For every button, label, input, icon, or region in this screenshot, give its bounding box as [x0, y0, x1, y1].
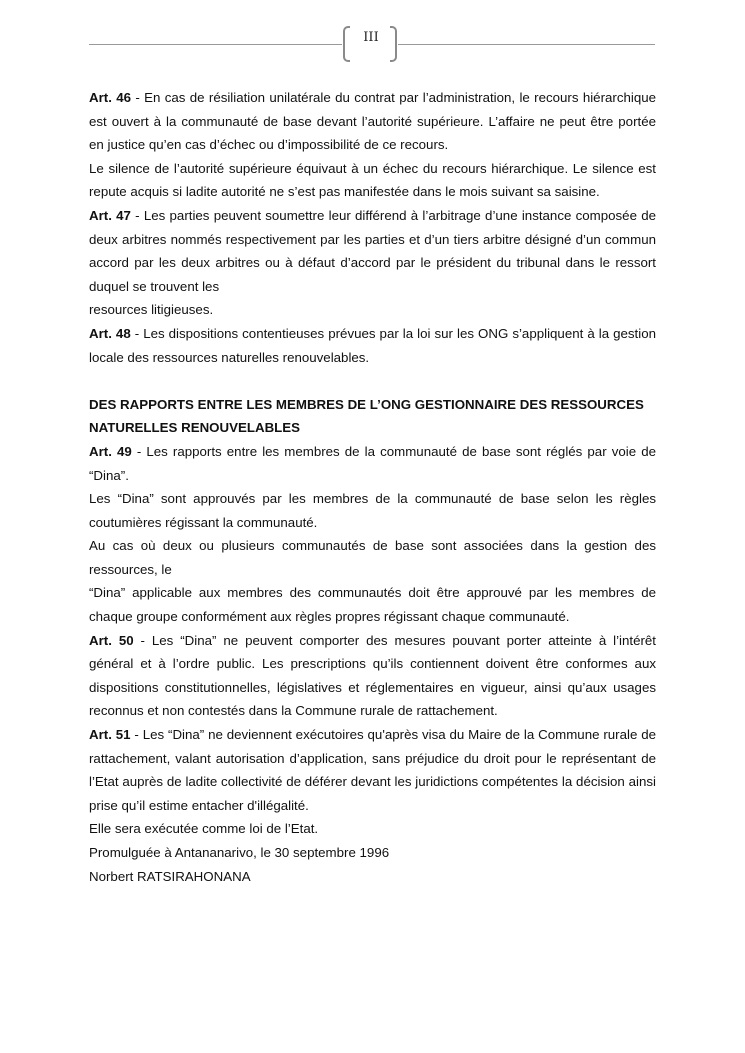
article-46-paragraph-2: Le silence de l’autorité supérieure équivaut à un échec du recours hiérarchique. Le silence est repute acquis si ladite autorité ne s’est pas manifestée dans le mois suivant sa saisine. [89, 160, 656, 200]
article-48-label: Art. 48 [89, 325, 131, 341]
article-46-label: Art. 46 [89, 90, 132, 105]
section-heading: DES RAPPORTS ENTRE LES MEMBRES DE L’ONG GESTIONNAIRE DES RESSOURCES NATURELLES RENOUVELABLES [89, 396, 644, 436]
signatory-name: Norbert RATSIRAHONANA [89, 868, 251, 884]
article-47-label: Art. 47 [89, 207, 131, 223]
article-48 [89, 322, 656, 369]
article-47 [89, 204, 656, 298]
article-51-label: Art. 51 [89, 727, 131, 743]
article-47-text: - Les parties peuvent soumettre leur différend à l’arbitrage d’une instance composée de deux arbitres nommés respectivement par les parties et d’un tiers arbitre désigné d’un commun accord par les deux arbitres ou à défaut d’accord par le président du tribunal dans le ressort duquel se trouvent les [89, 207, 656, 294]
article-50-label: Art. 50 [89, 632, 134, 648]
article-51-text: - Les “Dina” ne deviennent exécutoires qu'après visa du Maire de la Commune rurale de rattachement, valant autorisation d’application, sans préjudice du droit pour le représentant de l’Etat auprès de ladite collectivité de déférer devant les juridictions compétentes la décision ainsi prise qu’il estime entacher d'illégalité. [89, 727, 656, 813]
header-bracket-open [343, 26, 350, 62]
article-51-paragraph-2: Elle sera exécutée comme loi de l’Etat. [89, 821, 319, 837]
article-46-text: - En cas de résiliation unilatérale du contrat par l’administration, le recours hiérarchique est ouvert à la communauté de base devant l’autorité supérieure. L’affaire ne peut être portée en justice qu’en cas d’échec ou d’impossibilité de ce recours. [89, 90, 656, 153]
article-47-paragraph-2: resources litigieuses. [89, 302, 214, 318]
article-49-paragraph-3: Au cas où deux ou plusieurs communautés de base sont associées dans la gestion des ressources, le [89, 538, 656, 577]
article-49-label: Art. 49 [89, 443, 132, 459]
header-rule-right [398, 44, 655, 45]
page-number: III [363, 30, 379, 45]
article-50-text: - Les “Dina” ne peuvent comporter des mesures pouvant porter atteinte à l’intérêt général et à l’ordre public. Les prescriptions qu’ils contiennent doivent être conformes aux dispositions constitutionnelles, législatives et réglementaires en vigueur, ainsi qu’aux usages reconnus et non contestés dans la Commune rurale de rattachement. [89, 632, 656, 719]
article-49-text: - Les rapports entre les membres de la communauté de base sont réglés par voie de “Dina”. [89, 443, 656, 483]
article-48-text: - Les dispositions contentieuses prévues par la loi sur les ONG s’appliquent à la gestion locale des ressources naturelles renouvelables. [89, 325, 656, 365]
header-rule-left [89, 44, 342, 45]
document-body [89, 86, 656, 888]
article-51 [89, 723, 656, 817]
section-spacer [89, 369, 656, 393]
article-49-paragraph-4: “Dina” applicable aux membres des communautés doit être approuvé par les membres de chaque groupe conformément aux règles propres régissant chaque communauté. [89, 585, 656, 625]
header-bracket-close [390, 26, 397, 62]
article-46 [89, 86, 656, 157]
promulgation-line: Promulguée à Antananarivo, le 30 septembre 1996 [89, 845, 390, 860]
article-49 [89, 440, 656, 487]
article-49-paragraph-2: Les “Dina” sont approuvés par les membres de la communauté de base selon les règles coutumières régissant la communauté. [89, 491, 656, 530]
article-50 [89, 629, 656, 723]
